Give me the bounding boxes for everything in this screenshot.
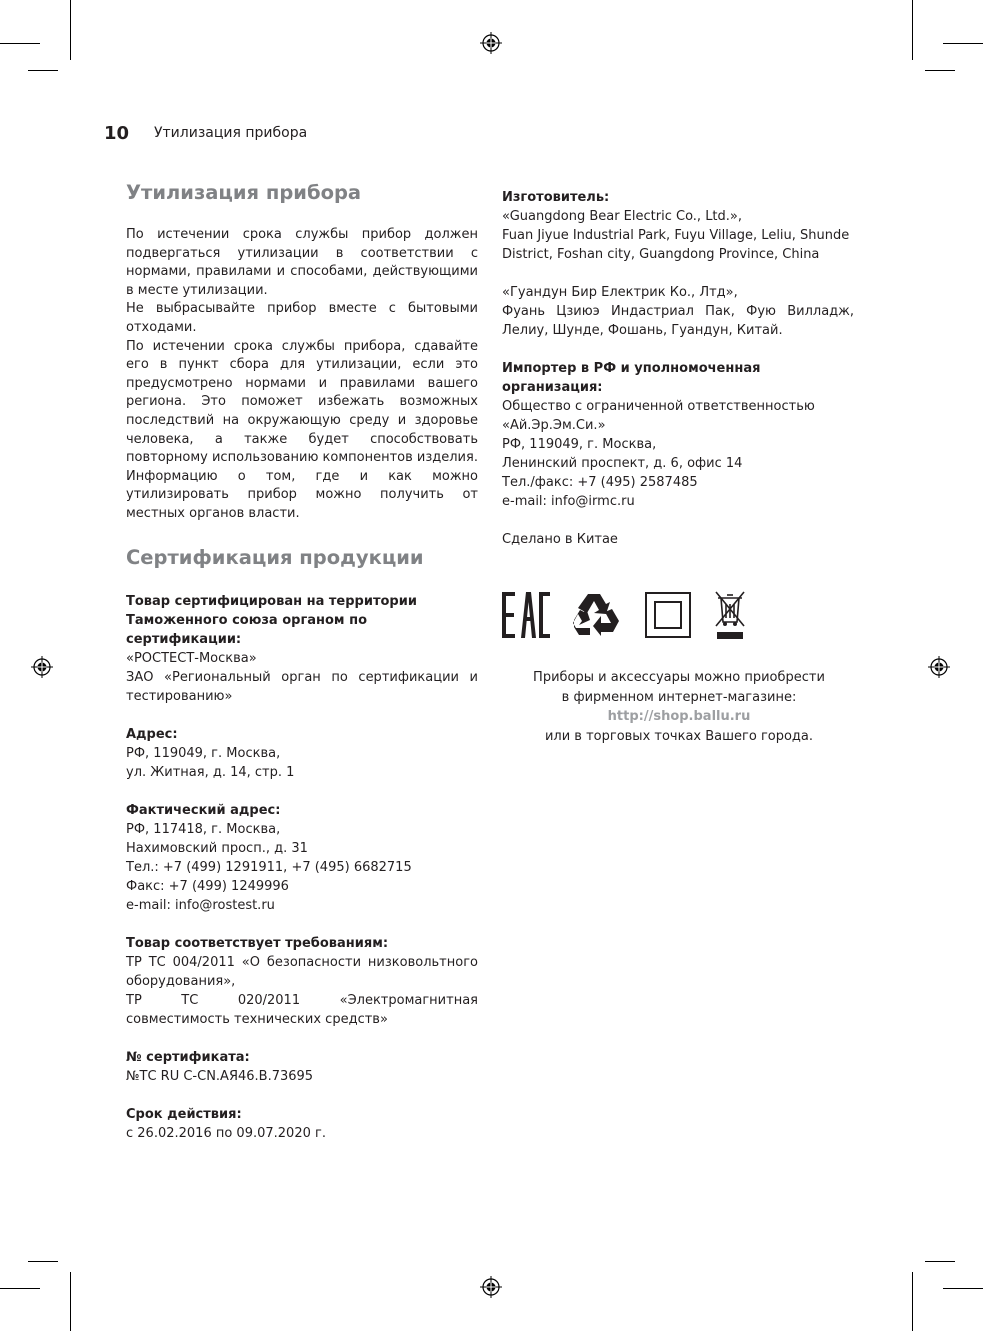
requirement-item: ТР ТС 020/2011 «Электромагнитная совместимость технических средств» bbox=[126, 993, 478, 1027]
crop-mark bbox=[0, 1288, 40, 1289]
registration-mark-icon bbox=[31, 656, 53, 678]
shop-line: Приборы и аксессуары можно приобрести bbox=[533, 670, 825, 685]
manufacturer-label: Изготовитель: bbox=[502, 190, 610, 205]
importer-phone: Тел./факс: +7 (495) 2587485 bbox=[502, 475, 698, 490]
disposal-title: Утилизация прибора bbox=[126, 181, 362, 204]
crop-mark bbox=[925, 1261, 955, 1262]
cert-body-label: Таможенного союза органом по сертификации: bbox=[126, 613, 368, 647]
double-insulation-icon bbox=[645, 592, 691, 638]
actual-fax: Факс: +7 (499) 1249996 bbox=[126, 879, 289, 894]
disposal-paragraph: По истечении срока службы прибора, сдавайте его в пункт сбора для утилизации, если это предусмотрено нормами и правилами вашего региона. Это поможет избежать возможных последствий на окружающую среду и здоровье человека, а также будет способствовать повторному использованию компонентов изделия. bbox=[126, 338, 478, 466]
disposal-paragraph: Информацию о том, где и как можно утилизировать прибор можно получить от местных органов власти. bbox=[126, 468, 478, 521]
manufacturer-line-ru: «Гуандун Бир Електрик Ко., Лтд», bbox=[502, 285, 738, 300]
crop-mark bbox=[912, 1272, 913, 1331]
manufacturer-line: District, Foshan city, Guangdong Province, China bbox=[502, 247, 820, 262]
requirement-item: ТР ТС 004/2011 «О безопасности низковольтного оборудования», bbox=[126, 955, 478, 989]
address-label: Адрес: bbox=[126, 727, 178, 742]
cert-body-label: Товар сертифицирован на территории bbox=[126, 594, 417, 609]
made-in: Сделано в Китае bbox=[502, 532, 618, 547]
importer-line: «Ай.Эр.Эм.Си.» bbox=[502, 418, 606, 433]
disposal-paragraph: По истечении срока службы прибор должен подвергаться утилизации в соответствии с нормами, правилами и способами, действующими в месте утилизации. bbox=[126, 227, 478, 298]
registration-mark-icon bbox=[480, 1276, 502, 1298]
certification-title: Сертификация продукции bbox=[126, 546, 424, 569]
crop-mark bbox=[943, 1288, 983, 1289]
address-line: РФ, 119049, г. Москва, bbox=[126, 746, 281, 761]
certificate-number: №ТС RU C-CN.АЯ46.В.73695 bbox=[126, 1069, 314, 1084]
shop-url-link[interactable]: http://shop.ballu.ru bbox=[607, 709, 751, 724]
certification-body bbox=[126, 592, 478, 1143]
validity-period: с 26.02.2016 по 09.07.2020 г. bbox=[126, 1126, 326, 1141]
manufacturer-line: Fuan Jiyue Industrial Park, Fuyu Village, Leliu, Shunde bbox=[502, 228, 850, 243]
running-title: Утилизация прибора bbox=[154, 125, 308, 141]
requirements-label: Товар соответствует требованиям: bbox=[126, 936, 389, 951]
actual-address-label: Фактический адрес: bbox=[126, 803, 281, 818]
cert-body-full: ЗАО «Региональный орган по сертификации и тестированию» bbox=[126, 670, 478, 704]
manufacturer-line: «Guangdong Bear Electric Co., Ltd.», bbox=[502, 209, 742, 224]
actual-address-line: Нахимовский просп., д. 31 bbox=[126, 841, 308, 856]
weee-bin-icon bbox=[714, 590, 746, 640]
eac-mark-icon bbox=[502, 592, 550, 638]
shop-line: в фирменном интернет-магазине: bbox=[561, 689, 797, 705]
validity-label: Срок действия: bbox=[126, 1107, 242, 1122]
disposal-paragraph: Не выбрасывайте прибор вместе с бытовыми отходами. bbox=[126, 301, 478, 335]
actual-phone: Тел.: +7 (499) 1291911, +7 (495) 6682715 bbox=[126, 860, 412, 875]
crop-mark bbox=[925, 70, 955, 71]
importer-line: Общество с ограниченной ответственностью bbox=[502, 399, 815, 414]
crop-mark bbox=[912, 0, 913, 60]
disposal-body bbox=[126, 226, 478, 524]
importer-line: РФ, 119049, г. Москва, bbox=[502, 437, 657, 452]
importer-label: Импортер в РФ и уполномоченная bbox=[502, 361, 761, 376]
shop-line: или в торговых точках Вашего города. bbox=[544, 728, 814, 744]
crop-mark bbox=[70, 1272, 71, 1331]
compliance-marks bbox=[502, 588, 762, 640]
manufacturer-line-ru: Лелиу, Шунде, Фошань, Гуандун, Китай. bbox=[502, 323, 783, 338]
address-line: ул. Житная, д. 14, стр. 1 bbox=[126, 765, 295, 780]
crop-mark bbox=[28, 70, 58, 71]
recycle-icon bbox=[572, 592, 620, 636]
importer-email: e-mail: info@irmc.ru bbox=[502, 494, 635, 509]
registration-mark-icon bbox=[928, 656, 950, 678]
importer-label: организация: bbox=[502, 380, 603, 395]
page-number: 10 bbox=[104, 123, 130, 144]
cert-body-name: «РОСТЕСТ-Москва» bbox=[126, 651, 257, 666]
actual-email: e-mail: info@rostest.ru bbox=[126, 898, 275, 913]
importer-line: Ленинский проспект, д. 6, офис 14 bbox=[502, 456, 743, 471]
crop-mark bbox=[943, 43, 983, 44]
crop-mark bbox=[28, 1261, 58, 1262]
crop-mark bbox=[70, 0, 71, 60]
registration-mark-icon bbox=[480, 32, 502, 54]
certificate-number-label: № сертификата: bbox=[126, 1050, 250, 1065]
manufacturer-block bbox=[502, 188, 854, 549]
shop-note bbox=[502, 668, 856, 746]
manufacturer-line-ru: Фуань Цзиюэ Индастриал Пак, Фую Вилладж, bbox=[502, 304, 854, 319]
actual-address-line: РФ, 117418, г. Москва, bbox=[126, 822, 281, 837]
crop-mark bbox=[0, 43, 40, 44]
